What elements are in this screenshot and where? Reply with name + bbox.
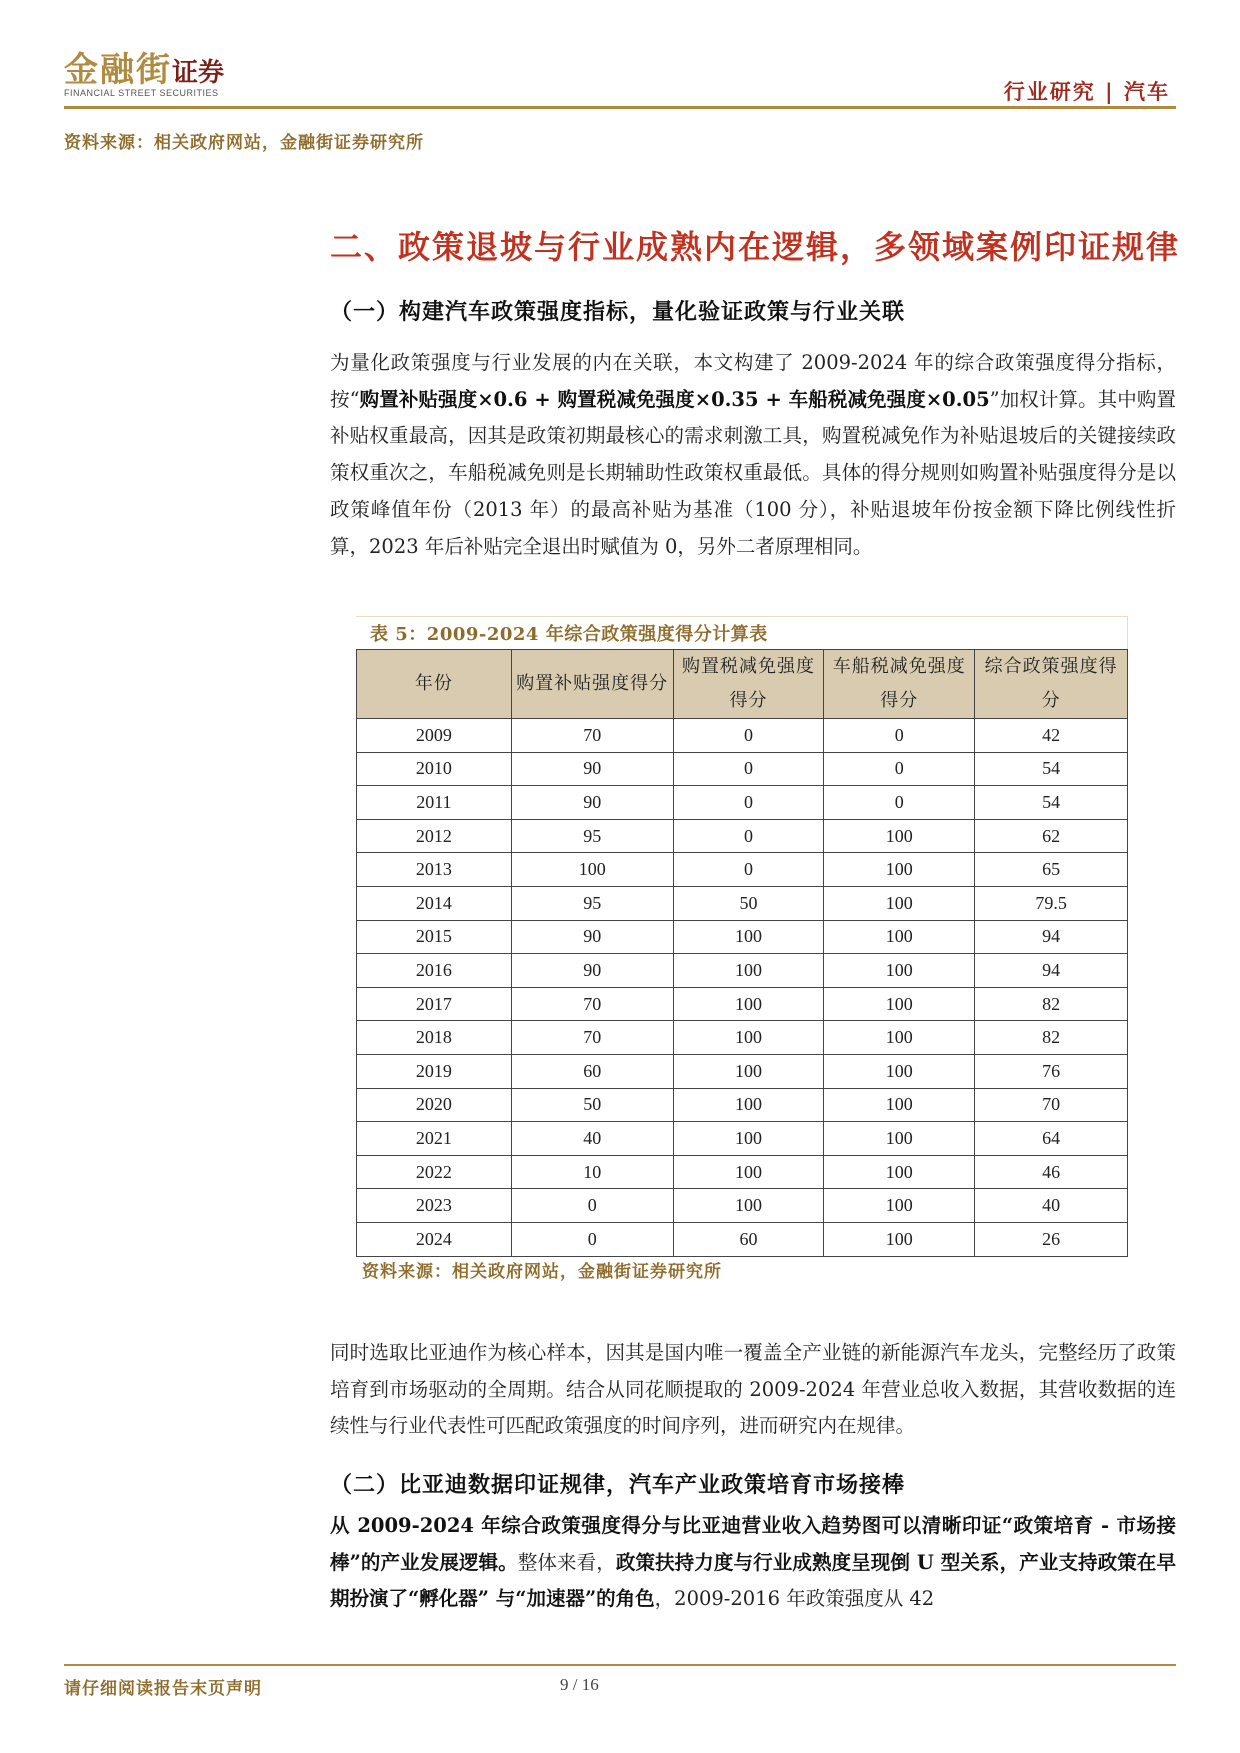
- table-cell: 50: [511, 1088, 673, 1122]
- table-cell: 100: [824, 920, 975, 954]
- table-cell: 26: [975, 1222, 1128, 1256]
- subsection-title-2: （二）比亚迪数据印证规律，汽车产业政策培育市场接棒: [330, 1472, 906, 1498]
- table-cell: 0: [511, 1222, 673, 1256]
- table-row: [357, 1088, 1128, 1122]
- table-cell: 82: [975, 987, 1128, 1021]
- table-cell: 94: [975, 920, 1128, 954]
- table-cell: 46: [975, 1155, 1128, 1189]
- table-cell: 76: [975, 1054, 1128, 1088]
- table-cell: 62: [975, 819, 1128, 853]
- table-cell: 2010: [357, 752, 512, 786]
- table-cell: 65: [975, 853, 1128, 887]
- table-cell: 100: [673, 954, 824, 988]
- table-cell: 70: [511, 1021, 673, 1055]
- table-cell: 100: [824, 1054, 975, 1088]
- table-cell: 70: [975, 1088, 1128, 1122]
- top-source-note: 资料来源：相关政府网站，金融街证券研究所: [64, 133, 424, 153]
- header-year: 年份: [357, 650, 512, 719]
- table-cell: 0: [673, 719, 824, 753]
- table-cell: 100: [511, 853, 673, 887]
- table-cell: 2013: [357, 853, 512, 887]
- table-title: 表 5：2009-2024 年综合政策强度得分计算表: [370, 624, 768, 645]
- table-cell: 2020: [357, 1088, 512, 1122]
- table-cell: 100: [824, 853, 975, 887]
- table-cell: 2014: [357, 886, 512, 920]
- logo-suffix: 证券: [172, 58, 225, 88]
- table-row: [357, 853, 1128, 887]
- table-cell: 0: [673, 786, 824, 820]
- paragraph-1: 为量化政策强度与行业发展的内在关联，本文构建了 2009-2024 年的综合政策强度得分指标，按“购置补贴强度×0.6 + 购置税减免强度×0.35 + 车船税减免强度×0.05”加权计算。其中购置补贴权重最高，因其是政策初期最核心的需求刺激工具，购置税减免作为补贴退坡后的关键接续政策权重次之，车船税减免则是长期辅助性政策权重最低。具体的得分规则如购置补贴强度得分是以政策峰值年份（2013 年）的最高补贴为基准（100 分），补贴退坡年份按金额下降比例线性折算，2023 年后补贴完全退出时赋值为 0，另外二者原理相同。: [330, 351, 1176, 558]
- table-cell: 64: [975, 1122, 1128, 1156]
- table-cell: 100: [824, 819, 975, 853]
- table-cell: 100: [824, 1155, 975, 1189]
- table-cell: 2016: [357, 954, 512, 988]
- table-row: [357, 1021, 1128, 1055]
- formula: 购置补贴强度×0.6 + 购置税减免强度×0.35 + 车船税减免强度×0.05: [359, 387, 990, 411]
- table-cell: 2012: [357, 819, 512, 853]
- table-cell: 70: [511, 987, 673, 1021]
- footer-disclaimer-note: 请仔细阅读报告末页声明: [64, 1679, 262, 1699]
- table-cell: 0: [673, 853, 824, 887]
- table-row: [357, 920, 1128, 954]
- table-cell: 79.5: [975, 886, 1128, 920]
- table-cell: 54: [975, 786, 1128, 820]
- table-cell: 90: [511, 920, 673, 954]
- table-cell: 100: [673, 1088, 824, 1122]
- table-cell: 42: [975, 719, 1128, 753]
- table-cell: 100: [673, 920, 824, 954]
- table-cell: 95: [511, 886, 673, 920]
- table-row: [357, 954, 1128, 988]
- table-cell: 0: [824, 719, 975, 753]
- table-cell: 90: [511, 752, 673, 786]
- table-cell: 100: [824, 1189, 975, 1223]
- table-row: [357, 752, 1128, 786]
- table-cell: 95: [511, 819, 673, 853]
- table-cell: 100: [673, 1155, 824, 1189]
- footer-divider: [64, 1664, 1176, 1666]
- table-cell: 2017: [357, 987, 512, 1021]
- table-cell: 0: [824, 786, 975, 820]
- table-cell: 94: [975, 954, 1128, 988]
- table-cell: 100: [824, 886, 975, 920]
- subsection-title-1: （一）构建汽车政策强度指标，量化验证政策与行业关联: [330, 299, 906, 325]
- table-cell: 54: [975, 752, 1128, 786]
- table-cell: 40: [975, 1189, 1128, 1223]
- table-cell: 2009: [357, 719, 512, 753]
- table-cell: 0: [673, 819, 824, 853]
- table-cell: 40: [511, 1122, 673, 1156]
- table-cell: 90: [511, 954, 673, 988]
- table-row: [357, 1222, 1128, 1256]
- table-cell: 60: [673, 1222, 824, 1256]
- table-row: [357, 1122, 1128, 1156]
- table-cell: 90: [511, 786, 673, 820]
- logo: [64, 42, 224, 91]
- section-title: 二、政策退坡与行业成熟内在逻辑，多领域案例印证规律: [330, 228, 1181, 266]
- table-cell: 100: [824, 954, 975, 988]
- header-vessel-tax: 车船税减免强度得分: [824, 650, 975, 719]
- table-cell: 2023: [357, 1189, 512, 1223]
- table-cell: 2021: [357, 1122, 512, 1156]
- logo-text: 金融街: [64, 50, 172, 90]
- table-cell: 0: [511, 1189, 673, 1223]
- header-composite: 综合政策强度得分: [975, 650, 1128, 719]
- table-row: [357, 786, 1128, 820]
- logo-english: FINANCIAL STREET SECURITIES: [64, 88, 219, 98]
- table-row: [357, 886, 1128, 920]
- page-number: 9 / 16: [560, 1675, 599, 1694]
- table-row: [357, 719, 1128, 753]
- table-cell: 100: [824, 1222, 975, 1256]
- table-row: [357, 1189, 1128, 1223]
- header-category: 行业研究 | 汽车: [1003, 79, 1170, 104]
- header-divider: [64, 106, 1176, 109]
- table-cell: 2024: [357, 1222, 512, 1256]
- table-cell: 2011: [357, 786, 512, 820]
- table-cell: 2019: [357, 1054, 512, 1088]
- table-cell: 100: [824, 1122, 975, 1156]
- table-cell: 100: [673, 987, 824, 1021]
- table-cell: 0: [673, 752, 824, 786]
- table-cell: 82: [975, 1021, 1128, 1055]
- paragraph-3: 从 2009-2024 年综合政策强度得分与比亚迪营业收入趋势图可以清晰印证“政策培育 - 市场接棒”的产业发展逻辑。整体来看，政策扶持力度与行业成熟度呈现倒 U 型关系，产业支持政策在早期扮演了“孵化器” 与“加速器”的角色，2009-2016 年政策强度从 42: [330, 1514, 1176, 1611]
- header-subsidy: 购置补贴强度得分: [511, 650, 673, 719]
- table-cell: 0: [824, 752, 975, 786]
- table-row: [357, 819, 1128, 853]
- table-cell: 100: [673, 1054, 824, 1088]
- table-cell: 100: [673, 1122, 824, 1156]
- table-header-row: [357, 650, 1128, 719]
- paragraph-2: 同时选取比亚迪作为核心样本，因其是国内唯一覆盖全产业链的新能源汽车龙头，完整经历了政策培育到市场驱动的全周期。结合从同花顺提取的 2009-2024 年营业总收入数据，其营收数据的连续性与行业代表性可匹配政策强度的时间序列，进而研究内在规律。: [330, 1341, 1176, 1438]
- table-row: [357, 1054, 1128, 1088]
- header-purchase-tax: 购置税减免强度得分: [673, 650, 824, 719]
- table-cell: 100: [824, 1088, 975, 1122]
- table-row: [357, 1155, 1128, 1189]
- table-cell: 100: [824, 987, 975, 1021]
- table-cell: 100: [824, 1021, 975, 1055]
- table-cell: 2022: [357, 1155, 512, 1189]
- table-cell: 2018: [357, 1021, 512, 1055]
- table-cell: 100: [673, 1021, 824, 1055]
- table-row: [357, 987, 1128, 1021]
- table-cell: 10: [511, 1155, 673, 1189]
- table-cell: 70: [511, 719, 673, 753]
- table-cell: 60: [511, 1054, 673, 1088]
- table-cell: 2015: [357, 920, 512, 954]
- table-cell: 100: [673, 1189, 824, 1223]
- table-source-note: 资料来源：相关政府网站，金融街证券研究所: [362, 1262, 722, 1282]
- table-cell: 50: [673, 886, 824, 920]
- policy-score-table: [356, 649, 1128, 1257]
